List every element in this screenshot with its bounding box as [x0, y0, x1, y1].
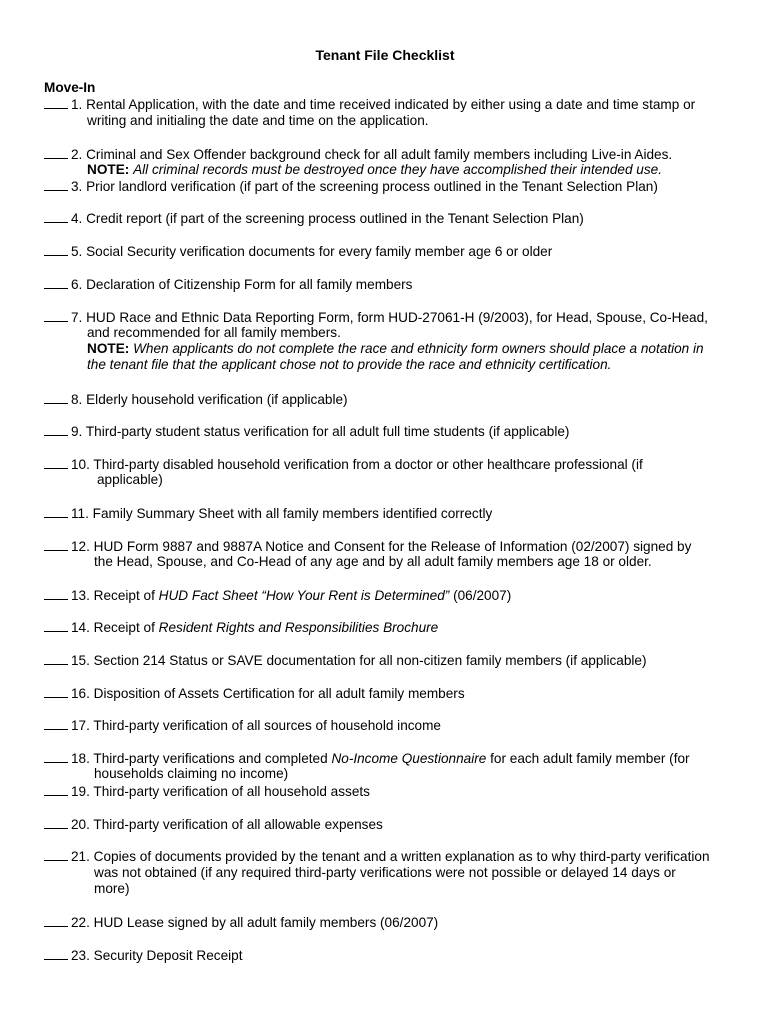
- checkbox-blank[interactable]: [44, 685, 68, 698]
- note-text: When applicants do not complete the race and ethnicity form owners should place a notation in: [133, 341, 704, 356]
- checklist-item-1: [44, 96, 744, 114]
- item-text: 6. Declaration of Citizenship Form for all family members: [71, 277, 413, 292]
- item-text: 15. Section 214 Status or SAVE documentation for all non-citizen family members (if applicable): [71, 653, 647, 668]
- checklist-item-19: [44, 783, 744, 801]
- item-continuation: households claiming no income): [94, 766, 289, 781]
- item-text: 20. Third-party verification of all allowable expenses: [71, 817, 383, 832]
- checkbox-blank[interactable]: [44, 456, 68, 469]
- checkbox-blank[interactable]: [44, 783, 68, 796]
- item-note: [87, 341, 704, 358]
- item-text: 4. Credit report (if part of the screening process outlined in the Tenant Selection Plan): [71, 211, 584, 226]
- note-label: NOTE:: [87, 162, 130, 177]
- checkbox-blank[interactable]: [44, 391, 68, 404]
- checkbox-blank[interactable]: [44, 652, 68, 665]
- item-continuation: the Head, Spouse, and Co-Head of any age and by all adult family members age 18 or older.: [94, 554, 652, 569]
- checkbox-blank[interactable]: [44, 947, 68, 960]
- checkbox-blank[interactable]: [44, 309, 68, 322]
- item-continuation: more): [94, 881, 130, 896]
- item-italic-title: Resident Rights and Responsibilities Brochure: [158, 620, 439, 635]
- checkbox-blank[interactable]: [44, 816, 68, 829]
- checklist-item-23: [44, 947, 744, 965]
- checkbox-blank[interactable]: [44, 914, 68, 927]
- item-text: 17. Third-party verification of all sources of household income: [71, 718, 441, 733]
- item-text: 13. Receipt of: [71, 588, 155, 603]
- checkbox-blank[interactable]: [44, 146, 68, 159]
- item-italic-title: No-Income Questionnaire: [331, 751, 487, 766]
- checkbox-blank[interactable]: [44, 538, 68, 551]
- item-suffix: (06/2007): [453, 588, 512, 603]
- checklist-item-20: [44, 816, 744, 834]
- item-text: 2. Criminal and Sex Offender background check for all adult family members including Live-in Aides.: [71, 147, 673, 162]
- note-label: NOTE:: [87, 341, 130, 356]
- checklist-item-12: [44, 538, 744, 556]
- item-continuation: applicable): [97, 472, 163, 487]
- checklist-item-2: [44, 146, 744, 164]
- item-text: 14. Receipt of: [71, 620, 155, 635]
- checklist-item-14: [44, 619, 744, 637]
- checklist-item-17: [44, 717, 744, 735]
- item-suffix: for each adult family member (for: [490, 751, 690, 766]
- checklist-item-7: [44, 309, 744, 327]
- item-text: 10. Third-party disabled household verification from a doctor or other healthcare professional (if: [71, 457, 643, 472]
- checkbox-blank[interactable]: [44, 587, 68, 600]
- checklist-item-4: [44, 210, 744, 228]
- item-note: [87, 162, 662, 179]
- checklist-item-11: [44, 505, 744, 523]
- checkbox-blank[interactable]: [44, 276, 68, 289]
- item-text: 9. Third-party student status verification for all adult full time students (if applicable): [71, 424, 570, 439]
- item-text: 3. Prior landlord verification (if part of the screening process outlined in the Tenant Selection Plan): [71, 179, 658, 194]
- item-text: 8. Elderly household verification (if applicable): [71, 392, 348, 407]
- item-text: 19. Third-party verification of all household assets: [71, 784, 370, 799]
- checkbox-blank[interactable]: [44, 210, 68, 223]
- item-text: 16. Disposition of Assets Certification for all adult family members: [71, 686, 465, 701]
- item-continuation: and recommended for all family members.: [87, 325, 341, 340]
- checklist-item-22: [44, 914, 744, 932]
- item-continuation: was not obtained (if any required third-party verifications were not possible or delayed 14 days or: [94, 865, 676, 880]
- item-italic-title: HUD Fact Sheet “How Your Rent is Determined”: [158, 588, 450, 603]
- checkbox-blank[interactable]: [44, 243, 68, 256]
- page-title: Tenant File Checklist: [315, 47, 455, 63]
- section-heading-move-in: Move-In: [44, 80, 96, 95]
- checklist-item-8: [44, 391, 744, 409]
- checklist-item-3: [44, 178, 744, 196]
- item-text: 11. Family Summary Sheet with all family members identified correctly: [71, 506, 493, 521]
- checklist-item-21: [44, 848, 744, 866]
- note-continuation: the tenant file that the applicant chose not to provide the race and ethnicity certification.: [87, 357, 612, 372]
- checkbox-blank[interactable]: [44, 848, 68, 861]
- checklist-item-18: [44, 750, 744, 768]
- checkbox-blank[interactable]: [44, 96, 68, 109]
- item-text: 5. Social Security verification documents for every family member age 6 or older: [71, 244, 553, 259]
- item-text: 21. Copies of documents provided by the tenant and a written explanation as to why third-party verification: [71, 849, 710, 864]
- checkbox-blank[interactable]: [44, 750, 68, 763]
- checklist-item-5: [44, 243, 744, 261]
- note-text: All criminal records must be destroyed once they have accomplished their intended use.: [133, 162, 662, 177]
- item-text: 18. Third-party verifications and completed: [71, 751, 328, 766]
- item-continuation: writing and initialing the date and time on the application.: [87, 113, 429, 128]
- checkbox-blank[interactable]: [44, 619, 68, 632]
- item-text: 1. Rental Application, with the date and time received indicated by either using a date and time stamp or: [71, 97, 696, 112]
- checkbox-blank[interactable]: [44, 505, 68, 518]
- item-text: 22. HUD Lease signed by all adult family members (06/2007): [71, 915, 439, 930]
- checklist-item-9: [44, 423, 744, 441]
- item-text: 12. HUD Form 9887 and 9887A Notice and Consent for the Release of Information (02/2007) signed by: [71, 539, 692, 554]
- checklist-item-13: [44, 587, 744, 605]
- checkbox-blank[interactable]: [44, 178, 68, 191]
- checklist-item-6: [44, 276, 744, 294]
- checklist-item-10: [44, 456, 744, 474]
- checklist-item-16: [44, 685, 744, 703]
- checkbox-blank[interactable]: [44, 717, 68, 730]
- item-text: 7. HUD Race and Ethnic Data Reporting Form, form HUD-27061-H (9/2003), for Head, Spouse, Co-Head,: [71, 310, 708, 325]
- checkbox-blank[interactable]: [44, 423, 68, 436]
- item-text: 23. Security Deposit Receipt: [71, 948, 243, 963]
- checklist-item-15: [44, 652, 744, 670]
